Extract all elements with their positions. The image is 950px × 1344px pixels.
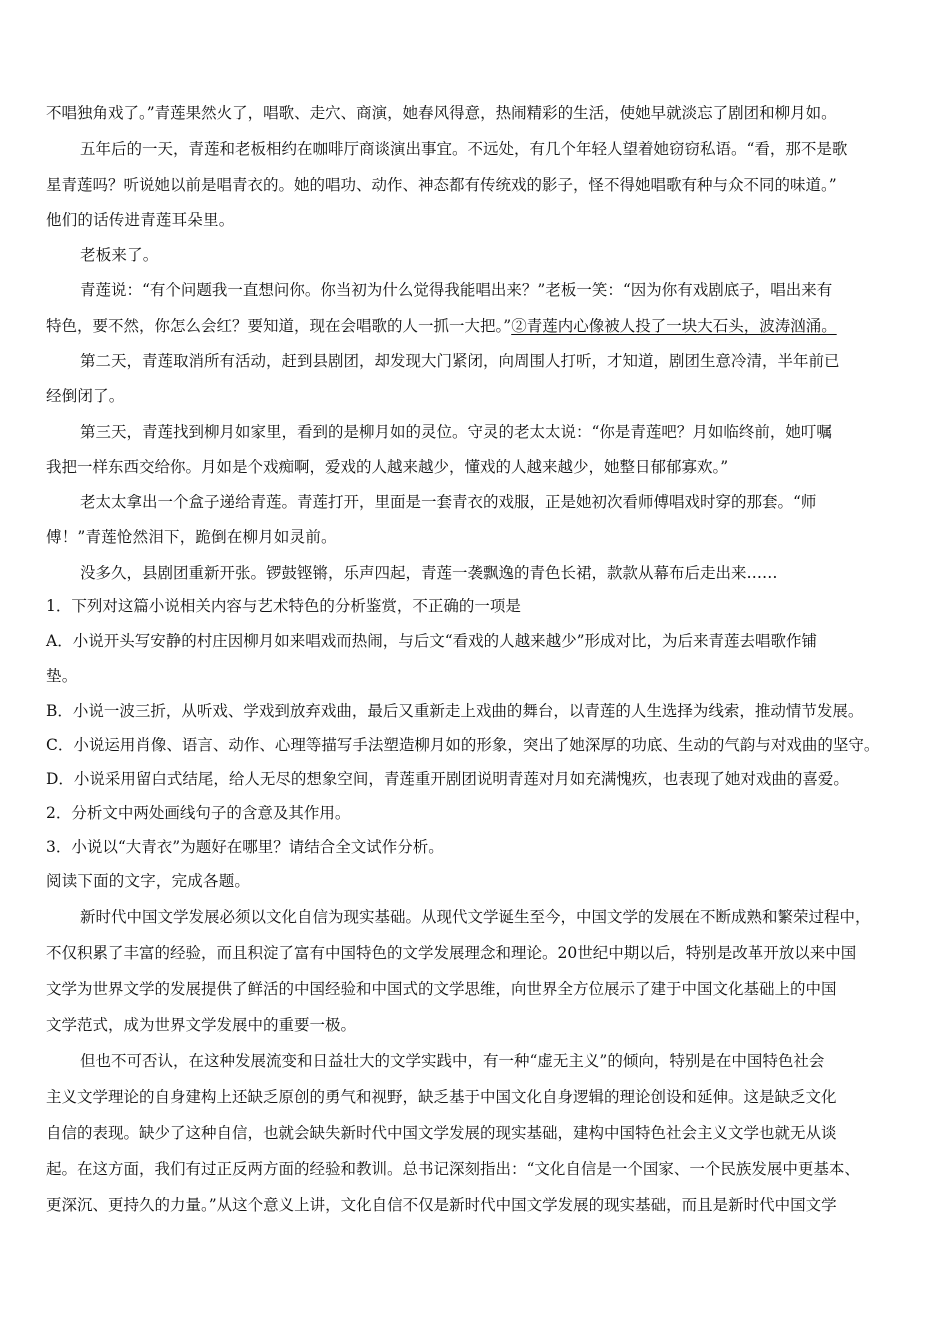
text-line: 自信的表现。缺少了这种自信，也就会缺失新时代中国文学发展的现实基础，建构中国特色社会主义文学也就无从谈	[46, 1124, 837, 1142]
text-line: 傅！”青莲怆然泪下，跪倒在柳月如灵前。	[46, 528, 337, 546]
paragraph-start: 新时代中国文学发展必须以文化自信为现实基础。从现代文学诞生至今，中国文学的发展在不断成熟和繁荣过程中，	[80, 908, 871, 926]
text-line	[46, 316, 916, 336]
text-line: 不唱独角戏了。”青莲果然火了，唱歌、走穴、商演，她春风得意，热闹精彩的生活，使她早就淡忘了剧团和柳月如。	[46, 104, 837, 122]
underlined-sentence-2: ②青莲内心像被人投了一块大石头，波涛汹涌。	[511, 317, 837, 335]
option-d: D．小说采用留白式结尾，给人无尽的想象空间，青莲重开剧团说明青莲对月如充满愧疚，也表现了她对戏曲的喜爱。	[46, 770, 849, 788]
text-line: 不仅积累了丰富的经验，而且积淀了富有中国特色的文学发展理念和理论。20世纪中期以后，特别是改革开放以来中国	[46, 944, 857, 962]
paragraph-start: 五年后的一天，青莲和老板相约在咖啡厅商谈演出事宜。不远处，有几个年轻人望着她窃窃私语。“看，那不是歌	[80, 140, 848, 158]
text-line: 他们的话传进青莲耳朵里。	[46, 211, 235, 229]
question-1: 1．下列对这篇小说相关内容与艺术特色的分析鉴赏，不正确的一项是	[46, 597, 521, 615]
text-line: 文学为世界文学的发展提供了鲜活的中国经验和中国式的文学思维，向世界全方位展示了建于中国文化基础上的中国	[46, 980, 837, 998]
text-line: 垫。	[46, 667, 78, 685]
paragraph-start: 青莲说：“有个问题我一直想问你。你当初为什么觉得我能唱出来？”老板一笑：“因为你有戏剧底子，唱出来有	[80, 281, 833, 299]
text-line: 星青莲吗？听说她以前是唱青衣的。她的唱功、动作、神态都有传统戏的影子，怪不得她唱歌有种与众不同的味道。”	[46, 176, 837, 194]
paragraph-start: 老太太拿出一个盒子递给青莲。青莲打开，里面是一套青衣的戏服，正是她初次看师傅唱戏时穿的那套。“师	[80, 493, 817, 511]
text-line: 文学范式，成为世界文学发展中的重要一极。	[46, 1016, 357, 1034]
question-2: 2．分析文中两处画线句子的含意及其作用。	[46, 804, 351, 822]
text-line: 起。在这方面，我们有过正反两方面的经验和教训。总书记深刻指出：“文化自信是一个国家、一个民族发展中更基本、	[46, 1160, 860, 1178]
paragraph-start: 老板来了。	[80, 246, 159, 264]
text-line: 更深沉、更持久的力量。”从这个意义上讲，文化自信不仅是新时代中国文学发展的现实基础，而且是新时代中国文学	[46, 1196, 837, 1214]
text-line: 主义文学理论的自身建构上还缺乏原创的勇气和视野，缺乏基于中国文化自身逻辑的理论创设和延伸。这是缺乏文化	[46, 1088, 837, 1106]
paragraph-start: 第三天，青莲找到柳月如家里，看到的是柳月如的灵位。守灵的老太太说：“你是青莲吧？月如临终前，她叮嘱	[80, 423, 832, 441]
section-instruction: 阅读下面的文字，完成各题。	[46, 872, 251, 890]
paragraph-start: 但也不可否认，在这种发展流变和日益壮大的文学实践中，有一种“虚无主义”的倾向，特别是在中国特色社会	[80, 1052, 825, 1070]
paragraph-start: 第二天，青莲取消所有活动，赶到县剧团，却发现大门紧闭，向周围人打听，才知道，剧团生意冷清，半年前已	[80, 352, 840, 370]
paragraph-start: 没多久，县剧团重新开张。锣鼓铿锵，乐声四起，青莲一袭飘逸的青色长裙，款款从幕布后走出来……	[80, 564, 778, 582]
text-line: 经倒闭了。	[46, 387, 125, 405]
question-3: 3．小说以“大青衣”为题好在哪里？请结合全文试作分析。	[46, 838, 444, 856]
option-a: A．小说开头写安静的村庄因柳月如来唱戏而热闹，与后文“看戏的人越来越少”形成对比，为后来青莲去唱歌作铺	[46, 632, 818, 650]
text-segment: 特色，要不然，你怎么会红？要知道，现在会唱歌的人一抓一大把。”	[46, 317, 512, 335]
option-b: B．小说一波三折，从听戏、学戏到放弃戏曲，最后又重新走上戏曲的舞台，以青莲的人生选择为线索，推动情节发展。	[46, 702, 864, 720]
option-c: C．小说运用肖像、语言、动作、心理等描写手法塑造柳月如的形象，突出了她深厚的功底、生动的气韵与对戏曲的坚守。	[46, 736, 880, 754]
text-line: 我把一样东西交给你。月如是个戏痴啊，爱戏的人越来越少，懂戏的人越来越少，她整日郁郁寡欢。”	[46, 458, 729, 476]
